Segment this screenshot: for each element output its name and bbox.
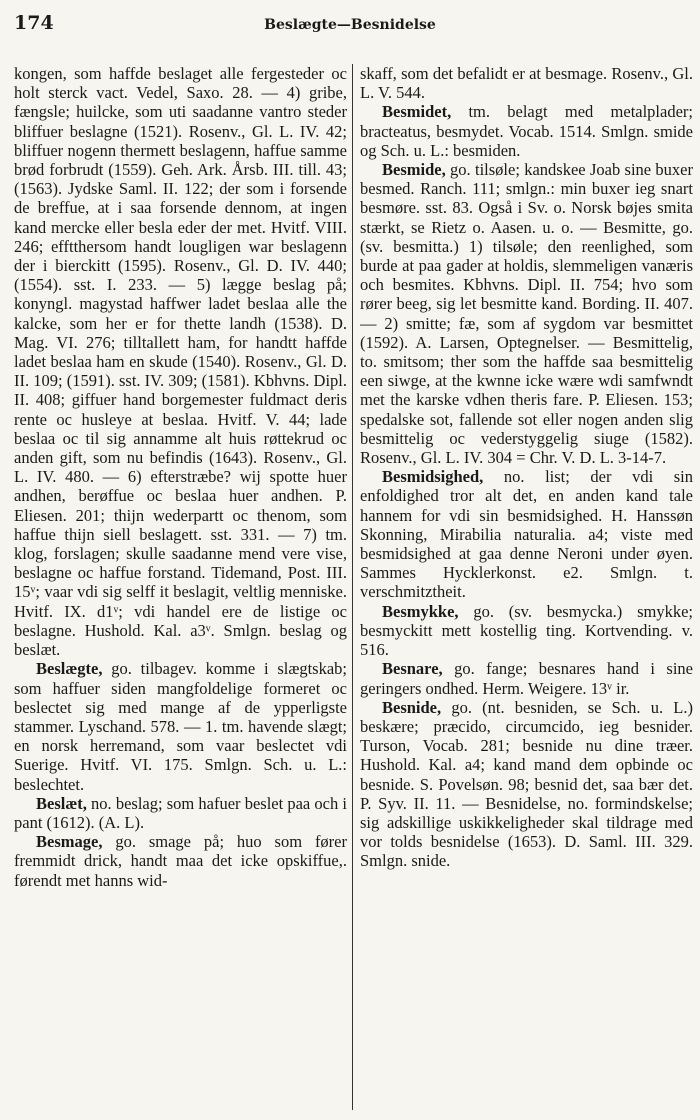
entry-headword: Beslægte, xyxy=(36,659,103,679)
entry-text: go. fange; besnares hand i sine geringers ondhed. Herm. Weigere. 13ᵛ ir. xyxy=(360,659,693,698)
running-title: Beslægte—Besnidelse xyxy=(264,17,436,33)
dictionary-entry xyxy=(14,832,347,890)
right-continuation-text: skaff, som det befalidt er at besmage. Rosenv., Gl. L. V. 544. xyxy=(360,64,693,103)
entry-text: go. (nt. besniden, se Sch. u. L.) beskære; præcido, circumcido, ieg besnider. Turson, Vocab. 281; besnide nu dine træer. Hushold. Kal. a4; kand mand dem opbinde oc besnide. S. Povelsøn. 98; besnid det, saa bær det. P. Syv. II. 11. — Besnidelse, no. formindskelse; sig adskillige uskikkeligheder skal tildrage med vor tolds besnidelse (1653). D. Saml. III. 329. Smlgn. snide. xyxy=(360,697,693,871)
entry-headword: Besmidsighed, xyxy=(382,467,484,487)
left-column xyxy=(14,64,347,1110)
entry-headword: Besmykke, xyxy=(382,601,459,621)
dictionary-entry xyxy=(14,794,347,832)
column-divider xyxy=(352,64,353,1110)
dictionary-entry xyxy=(360,467,693,601)
dictionary-entry xyxy=(360,160,693,467)
page-header xyxy=(14,12,686,38)
entry-text: go. smage på; huo som fører fremmidt drick, handt maa det icke opskiffue,. førendt met hanns wid- xyxy=(14,832,347,890)
entry-text: tm. belagt med metalplader; bracteatus, besmydet. Vocab. 1514. Smlgn. smide og Sch. u. L.: besmiden. xyxy=(360,102,693,160)
dictionary-entry xyxy=(360,102,693,160)
right-column xyxy=(360,64,693,1110)
entry-text: no. list; der vdi sin enfoldighed tror alt det, en anden kand tale hannem for vdi sin besmidsighed. H. Hanssøn Skonning, Mirabilia naturalia. a4; viste med besmidsighed at gaa denne Neroni under øyen. Sammes Hycklerkonst. e2. Smlgn. t. verschmitztheit. xyxy=(360,467,693,602)
dictionary-entry xyxy=(360,602,693,660)
entry-headword: Besmage, xyxy=(36,832,103,852)
entry-headword: Beslæt, xyxy=(36,793,87,813)
entry-headword: Besnare, xyxy=(382,659,443,679)
entry-text: go. (sv. besmycka.) smykke; besmyckitt mett kostellig ting. Kortvending. v. 516. xyxy=(360,601,693,660)
entry-headword: Besmide, xyxy=(382,160,446,180)
dictionary-entry xyxy=(360,698,693,871)
entry-text: go. tilbagev. komme i slægtskab; som haffuer siden mangfoldelige formeret oc beslectet sig med mange af de ypperligste stammer. Lyschand. 578. — 1. tm. havende slægt; en norsk herremand, som vaar beslectet vdi Suerige. Hvitf. VI. 175. Smlgn. Sch. u. L.: beslechtet. xyxy=(14,659,347,794)
entry-headword: Besnide, xyxy=(382,697,442,717)
page-number: 174 xyxy=(14,12,54,34)
entry-headword: Besmidet, xyxy=(382,102,452,122)
entry-text: go. tilsøle; kandskee Joab sine buxer besmed. Ranch. 111; smlgn.: min buxer ieg snart besmøre. sst. 83. Også i Sv. o. Norsk bøjes smita stærkt, se Rietz o. Aasen. u. o. — Besmitte, go. (sv. besmitta.) 1) tilsøle; den reenlighed, som burde at paa gader at holdis, slemmeligen vanæris och besmites. Kbhvns. Dipl. II. 754; hvo som rører beeg, sig let besmitte kand. Bording. II. 407. — 2) smitte; fæ, som af sygdom var besmittet (1592). A. Larsen, Optegnelser. — Besmittelig, to. smitsom; ther som the haffde saa besmittelig een siwge, at the kwnne icke wære wdi samfwndt met the karske vdhen theris fare. P. Eliesen. 153; spedalske sot, fallende sot eller nogen anden slig besmittelig oc vederstyggelig siuge (1582). Rosenv., Gl. L. IV. 304 = Chr. V. D. L. 3-14-7. xyxy=(360,160,693,468)
entry-text: no. beslag; som hafuer beslet paa och i pant (1612). (A. L). xyxy=(14,793,347,832)
dictionary-entry xyxy=(360,659,693,697)
left-continuation-text: kongen, som haffde beslaget alle fergesteder oc holt sterck vact. Vedel, Saxo. 28. — 4) gribe, fængsle; huilcke, som uti saadanne vantro steder bliffuer beslagne (1521). Rosenv., Gl. L. IV. 42; bliffuer nogenn thermett beslagenn, haffue samme brød forbrudt (1559). Geh. Ark. Årsb. III. till. 43; (1563). Jydske Saml. II. 122; der som i forsende de breffue, at i saa forsende dennom, at ingen kand mercke eller besla eder der met. Hvitf. VIII. 246; efftthersom handt lougligen war beslagenn der i bierckitt (1595). Rosenv., Gl. D. IV. 440; (1554). sst. I. 233. — 5) lægge beslag på; konyngl. magystad haffwer ladet beslaa alle the kalcke, som her er for thette landh (1538). D. Mag. VI. 276; tilltallett ham, for handtt haffde ladet beslaa ham en skude (1540). Rosenv., Gl. D. II. 109; (1591). sst. IV. 309; (1581). Kbhvns. Dipl. II. 408; giffuer hand borgemester fuldmact deris rente oc husleye at beslaa. Hvitf. V. 44; lade beslaa oc til sig annamme alt huis røttekrud oc anden gift, som nu befindis (1643). Rosenv., Gl. L. IV. 480. — 6) efterstræbe? wij spotte huer andhen, berøffue oc beslaa huer andhen. P. Eliesen. 201; thijn wederpartt oc thenom, som haffue thijn siell beslagett. sst. 331. — 7) tm. klog, forslagen; skulle saadanne mend vere vise, beslagne oc haffue forstand. Tidemand, Post. III. 15ᵛ; vaar vdi sig selff it beslagit, veltlig menniske. Hvitf. IX. d1ᵛ; vdi handel ere de listige oc beslagne. Hushold. Kal. a3ᵛ. Smlgn. beslag og beslæt. xyxy=(14,64,347,660)
dictionary-entry xyxy=(14,659,347,793)
